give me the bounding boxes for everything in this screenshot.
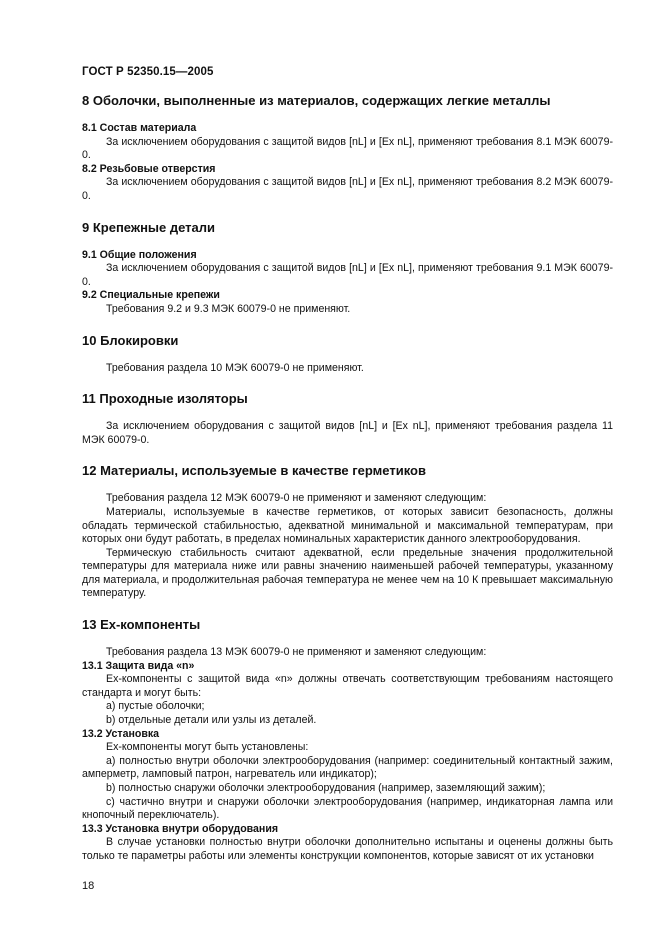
section-9-2-title: 9.2 Специальные крепежи — [82, 289, 220, 302]
section-8-2-title: 8.2 Резьбовые отверстия — [82, 162, 216, 175]
section-12-para-2: Материалы, используемые в качестве герметиков, от которых зависит безопасность, должны обладать термической стабильностью, адекватной минимальной и максимальной температурам, при которых они будут работать, в пределах номинальных характеристик данного электрооборудования. — [82, 505, 613, 546]
section-8-2-text: За исключением оборудования с защитой видов [nL] и [Ex nL], применяют требования 8.2 МЭК 60079-0. — [82, 176, 613, 202]
section-13-1-item-b: b) отдельные детали или узлы из деталей. — [106, 714, 317, 727]
section-13-1-text: Ex-компоненты с защитой вида «n» должны отвечать соответствующим требованиям настоящего стандарта и могут быть: — [82, 673, 613, 699]
section-13-2-item-b: b) полностью снаружи оболочки электрооборудования (например, заземляющий зажим); — [106, 782, 546, 794]
document-header: ГОСТ Р 52350.15—2005 — [82, 66, 214, 78]
document-body — [82, 93, 613, 864]
page-number: 18 — [82, 880, 95, 892]
section-13-2-title: 13.2 Установка — [82, 727, 160, 740]
section-13-1-item-a: а) пустые оболочки; — [106, 700, 205, 713]
section-12-title: 12 Материалы, используемые в качестве герметиков — [82, 463, 426, 479]
section-12-para-1: Требования раздела 12 МЭК 60079-0 не применяют и заменяют следующим: — [106, 492, 487, 505]
section-13-2-item-c: с) частично внутри и снаружи оболочки электрооборудования (например, индикаторная лампа или кнопочный переключатель). — [82, 795, 613, 822]
section-13-2-item-a: а) полностью внутри оболочки электрооборудования (например: соединительный контактный зажим, амперметр, ламповый патрон, нагреватель или индикатор); — [82, 754, 613, 781]
section-13-title: 13 Ex-компоненты — [82, 617, 201, 633]
section-13-2-text: Ex-компоненты могут быть установлены: — [106, 741, 309, 754]
section-9-1-text: За исключением оборудования с защитой видов [nL] и [Ex nL], применяют требования 9.1 МЭК 60079-0. — [82, 262, 613, 288]
section-12-para-3: Термическую стабильность считают адекватной, если предельные значения продолжительной температуры для материала ниже или равны значению наименьшей рабочей температуры, указанному для материала, и продолжительная рабочая температура не менее чем на 10 К превышает максимальную температуру. — [82, 546, 613, 600]
section-11-title: 11 Проходные изоляторы — [82, 391, 248, 407]
section-9-2-text: Требования 9.2 и 9.3 МЭК 60079-0 не применяют. — [106, 302, 351, 315]
section-10-text: Требования раздела 10 МЭК 60079-0 не применяют. — [106, 361, 364, 374]
section-8-title: 8 Оболочки, выполненные из материалов, содержащих легкие металлы — [82, 93, 551, 108]
section-11-text: За исключением оборудования с защитой видов [nL] и [Ex nL], применяют требования раздела 11 МЭК 60079-0. — [82, 420, 613, 446]
section-13-para-1: Требования раздела 13 МЭК 60079-0 не применяют и заменяют следующим: — [106, 646, 487, 659]
section-13-3-title: 13.3 Установка внутри оборудования — [82, 822, 279, 835]
section-13-1-title: 13.1 Защита вида «n» — [82, 659, 195, 672]
section-8-1-title: 8.1 Состав материала — [82, 122, 197, 134]
section-8-1-text: За исключением оборудования с защитой видов [nL] и [Ex nL], применяют требования 8.1 МЭК 60079-0. — [82, 135, 613, 162]
section-10-title: 10 Блокировки — [82, 332, 179, 348]
section-9-1-title: 9.1 Общие положения — [82, 248, 197, 261]
section-9-title: 9 Крепежные детали — [82, 219, 216, 235]
section-13-3-text: В случае установки полностью внутри оболочки дополнительно испытаны и оценены должны быть только те параметры работы или элементы конструкции компонентов, которые зависят от их установки — [82, 836, 613, 862]
